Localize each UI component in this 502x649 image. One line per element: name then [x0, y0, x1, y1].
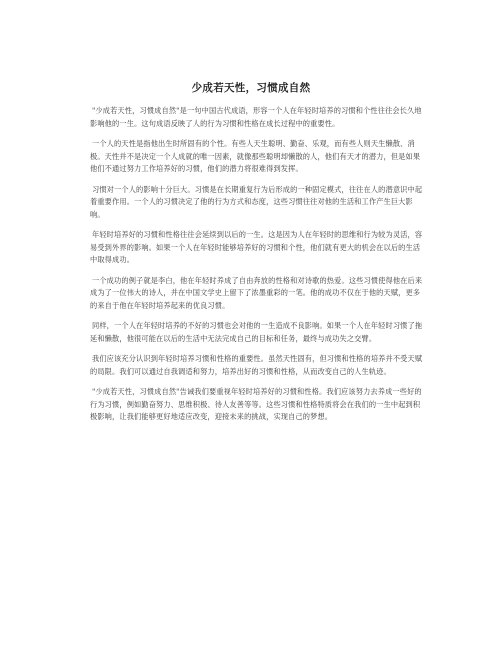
paragraph-8: "少成若天性，习惯成自然"告诫我们要重视年轻时培养好的习惯和性格。我们应该努力去养成一些好的行为习惯，例如勤奋努力、思维积极、待人友善等等。这些习惯和性格特质将会在我们的一生中起到积极影响，让我们能够更好地适应改变，迎接未来的挑战，实现自己的梦想。 — [90, 387, 422, 422]
paragraph-4: 年轻时培养好的习惯和性格往往会延续到以后的一生。这是因为人在年轻时的思维和行为较为灵活，容易受到外界的影响。如果一个人在年轻时能够培养好的习惯和个性，他们就有更大的机会在以后的生活中取得成功。 — [90, 230, 423, 265]
paragraph-6: 同样，一个人在年轻时培养的不好的习惯也会对他的一生造成不良影响。如果一个人在年轻时习惯了拖延和懒散，他很可能在以后的生活中无法完成自己的目标和任务，最终与成功失之交臂。 — [90, 321, 423, 343]
paragraph-2: 一个人的天性是指他出生时所固有的个性。有些人天生聪明、勤奋、乐观，而有些人则天生懒散、消极。天性并不是决定一个人成就的唯一因素，就像那些聪明却懒散的人，他们有天才的潜力，但是如果他们不通过努力工作培养好的习惯，他们的潜力将很难得到发挥。 — [90, 138, 421, 174]
document-title: 少成若天性，习惯成自然 — [191, 82, 311, 94]
paragraph-5: 一个成功的例子就是李白，他在年轻时养成了自由奔放的性格和对诗歌的热爱。这些习惯使得他在后来成为了一位伟大的诗人，并在中国文学史上留下了浓墨重彩的一笔。他的成功不仅在于他的天赋，更多的来自于他在年轻时培养起来的优良习惯。 — [90, 275, 423, 310]
paragraph-7: 我们应该充分认识到年轻时培养习惯和性格的重要性。虽然天性固有，但习惯和性格的培养并不受天赋的局限。我们可以通过自我调适和努力，培养出好的习惯和性格，从而改变自己的人生轨迹。 — [90, 354, 423, 376]
paragraph-1: "少成若天性，习惯成自然"是一句中国古代成语，形容一个人在年轻时培养的习惯和个性往往会长久地影响他的一生。这句成语反映了人的行为习惯和性格在成长过程中的重要性。 — [90, 106, 422, 128]
paragraph-3: 习惯对一个人的影响十分巨大。习惯是在长期重复行为后形成的一种固定模式，往往在人的潜意识中起着重要作用。一个人的习惯决定了他的行为方式和态度，这些习惯往往对他的生活和工作产生巨大影响。 — [90, 184, 423, 219]
document-body — [90, 105, 426, 432]
